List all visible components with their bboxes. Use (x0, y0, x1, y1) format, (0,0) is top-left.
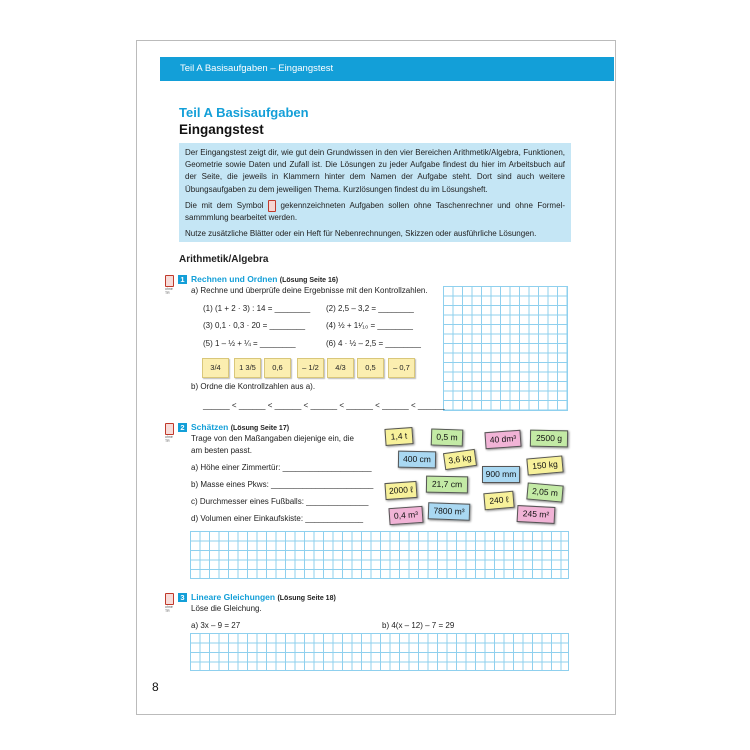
task-title-text: Lineare Gleichungen (191, 592, 276, 602)
task-number: 2 (178, 423, 187, 432)
control-number: 3/4 (202, 358, 229, 378)
task-title-text: Rechnen und Ordnen (191, 274, 278, 284)
measure-card: 21,7 cm (426, 476, 468, 494)
measure-card: 2,05 m (526, 482, 563, 502)
measure-card: 3,6 kg (443, 449, 477, 470)
page-number: 8 (152, 680, 159, 694)
grid-area[interactable] (190, 633, 569, 671)
estimate-item[interactable]: c) Durchmesser eines Fußballs: ______________ (191, 497, 369, 506)
no-calculator-icon (268, 200, 276, 212)
exercise-item: (6) 4 · ½ – 2,5 = ________ (326, 339, 421, 348)
control-number: – 1/2 (297, 358, 324, 378)
measure-card: 400 cm (398, 451, 436, 469)
intro-paragraph-1: Der Eingangstest zeigt dir, wie gut dein Grundwissen in den vier Bereichen Arithmetik/Algebra, Funktionen, Geometrie sowie Daten und Zufall ist. Die Lösungen zu jeder Aufgabe findest du hier im Arbeitsbuch auf der Seite, die jeweils in Klammern hinter dem Namen der Aufgabe steht. Dort sind auch weitere Übungsaufgaben zu dem jeweiligen Thema. Kurzlösungen findest du im Lösungsheft. (185, 148, 565, 194)
measure-card: 40 dm³ (484, 430, 521, 449)
task-number: 3 (178, 593, 187, 602)
measure-card: 900 mm (482, 466, 520, 483)
page-title: Teil A Basisaufgaben (179, 105, 309, 120)
intro-p2-start: Die mit dem Symbol (185, 200, 264, 210)
exercise-item: (3) 0,1 · 0,3 · 20 = ________ (203, 321, 306, 330)
header-bar: Teil A Basisaufgaben – Eingangstest (160, 57, 614, 81)
measure-card: 240 ℓ (483, 491, 514, 511)
no-calculator-icon: ohne TR (165, 275, 173, 289)
intro-paragraph-2 (185, 200, 565, 225)
task-title (191, 274, 338, 284)
estimate-item[interactable]: d) Volumen einer Einkaufskiste: _____________ (191, 514, 364, 523)
solution-ref: (Lösung Seite 17) (230, 425, 290, 432)
control-number: 0,6 (264, 358, 291, 378)
task-b-text: b) Ordne die Kontrollzahlen aus a). (191, 382, 316, 391)
intro-box (179, 143, 571, 242)
task-title (191, 592, 336, 602)
control-number: 4/3 (327, 358, 354, 378)
measure-card: 7800 m³ (428, 502, 471, 520)
order-line[interactable]: ______ < ______ < ______ < ______ < ______ < ______ < ______ (203, 401, 445, 410)
no-calculator-icon: ohne TR (165, 423, 173, 437)
measure-card: 150 kg (526, 455, 563, 475)
exercise-item: (5) 1 – ½ + ¼ = ________ (203, 339, 296, 348)
equation-a: a) 3x – 9 = 27 (191, 621, 241, 630)
control-number: – 0,7 (388, 358, 415, 378)
measure-card: 245 m² (517, 505, 556, 524)
measure-card: 1,4 t (384, 427, 413, 446)
section-title: Arithmetik/Algebra (179, 254, 269, 265)
intro-p2-end: gekennzeichneten Aufgaben sollen ohne Taschenrechner und ohne Formelsammmlung bearbeitet werden. (185, 200, 565, 223)
solution-ref: (Lösung Seite 18) (277, 595, 336, 602)
task-title-text: Schätzen (191, 422, 229, 432)
task-intro: Löse die Gleichung. (191, 604, 262, 613)
exercise-item: (1) (1 + 2 · 3) : 14 = ________ (203, 304, 311, 313)
exercise-item: (4) ½ + 1¹⁄₁₀ = ________ (326, 321, 413, 330)
estimate-item[interactable]: a) Höhe einer Zimmertür: ____________________ (191, 463, 372, 472)
no-calculator-icon: ohne TR (165, 593, 173, 607)
grid-area[interactable] (190, 531, 569, 579)
estimate-item[interactable]: b) Masse eines Pkws: _______________________ (191, 480, 374, 489)
measure-card: 0,5 m (431, 428, 464, 446)
control-number: 0,5 (357, 358, 384, 378)
task-number: 1 (178, 275, 187, 284)
measure-card: 0,4 m³ (388, 506, 423, 525)
solution-ref: (Lösung Seite 16) (279, 277, 339, 284)
task-a-text: a) Rechne und überprüfe deine Ergebnisse mit den Kontrollzahlen. (191, 286, 428, 295)
task-title (191, 422, 289, 432)
grid-area[interactable] (443, 286, 568, 411)
task-intro: Trage von den Maßangaben diejenige ein, die (191, 434, 354, 443)
page-subtitle: Eingangstest (179, 122, 264, 137)
task-intro: am besten passt. (191, 446, 252, 455)
exercise-item: (2) 2,5 – 3,2 = ________ (326, 304, 414, 313)
measure-card: 2000 ℓ (384, 481, 417, 500)
measure-card: 2500 g (530, 430, 568, 448)
intro-paragraph-3: Nutze zusätzliche Blätter oder ein Heft für Nebenrechnungen, Skizzen oder ausführliche Lösungen. (185, 229, 537, 239)
equation-b: b) 4(x – 12) – 7 = 29 (382, 621, 455, 630)
control-number: 1 3/5 (234, 358, 261, 378)
